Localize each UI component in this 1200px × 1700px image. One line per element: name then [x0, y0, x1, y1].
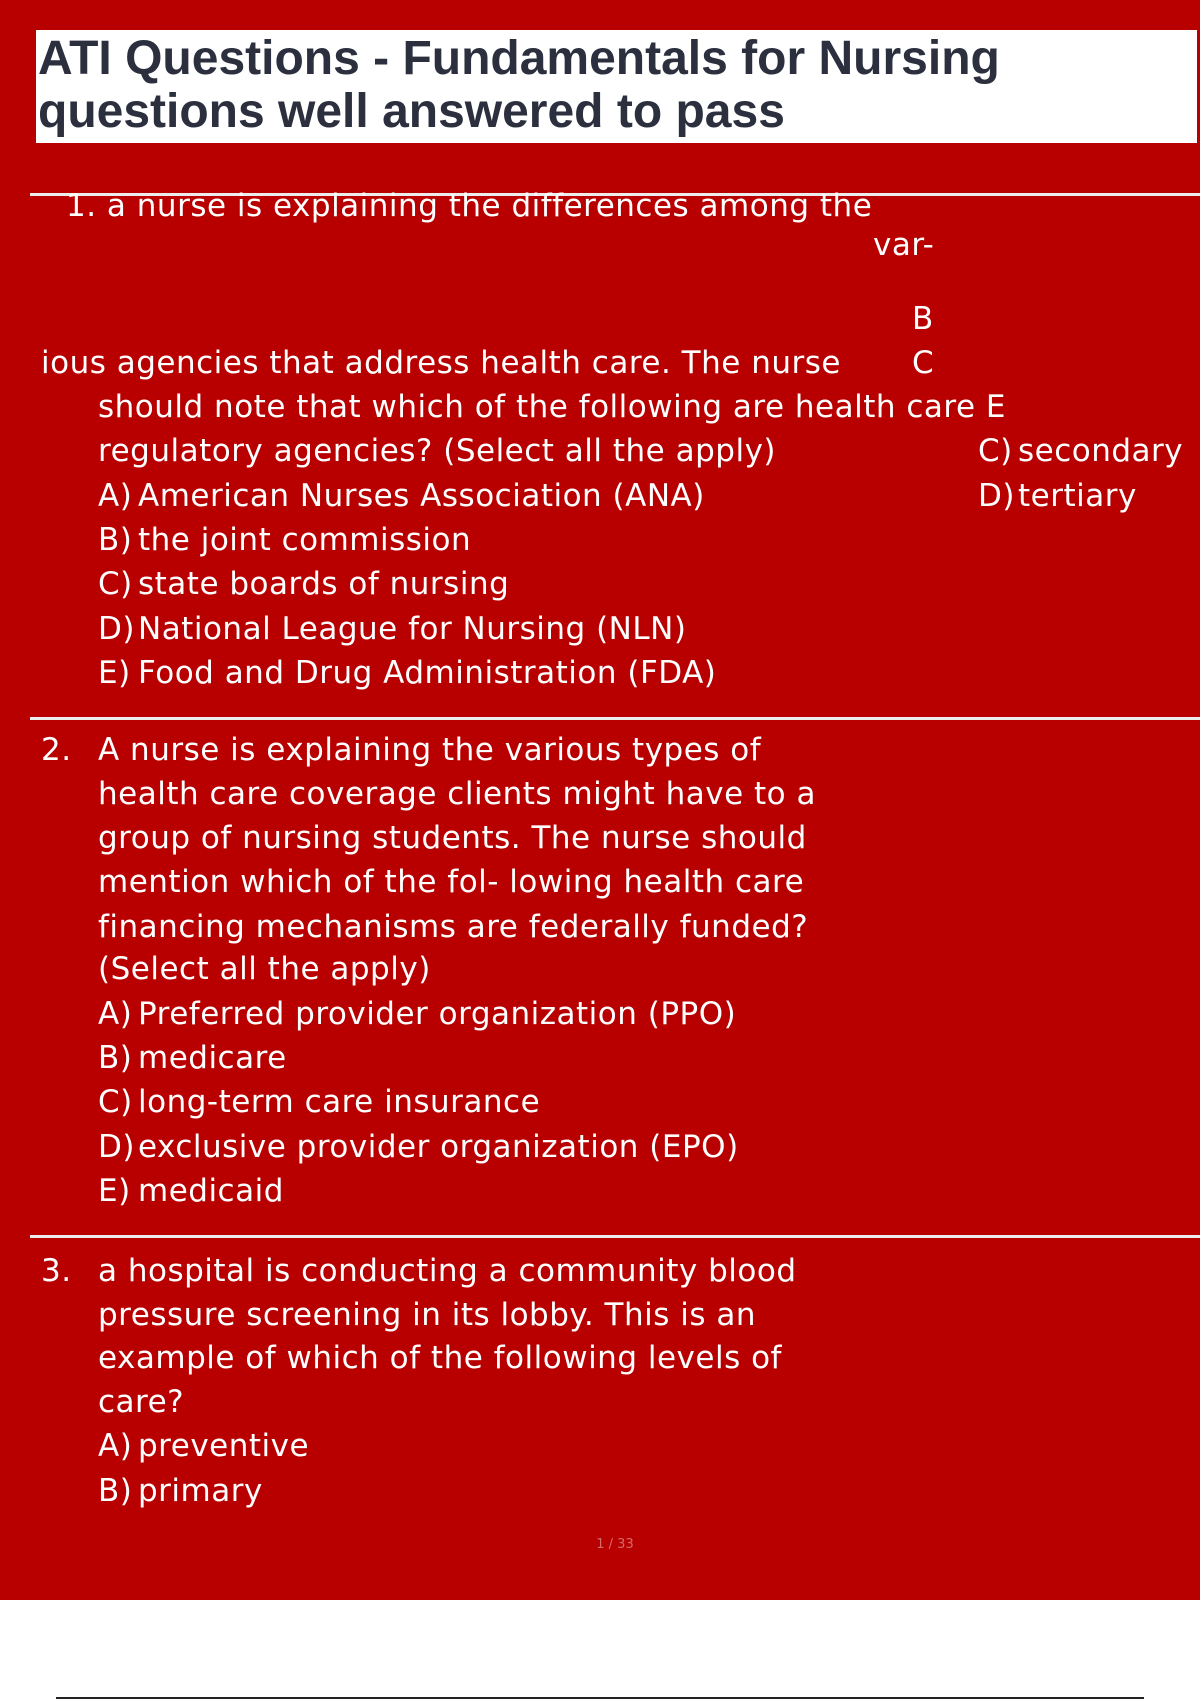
q3-option-b: B) primary	[98, 1473, 263, 1509]
q3-number: 3.	[41, 1253, 72, 1289]
q1-side-b: B	[912, 301, 934, 337]
q1-line-4: regulatory agencies? (Select all the apply)	[98, 433, 777, 469]
page-bottom-rule	[56, 1697, 1144, 1699]
q2-option-e: E) medicaid	[98, 1173, 284, 1209]
q2-line-5: financing mechanisms are federally funded?	[98, 909, 809, 945]
q3-line-1: a hospital is conducting a community blood	[98, 1253, 797, 1289]
q3-option-a: A) preventive	[98, 1428, 310, 1464]
q1-side-c: C	[912, 345, 935, 381]
q1-option-b: B) the joint commission	[98, 522, 472, 558]
q2-line-2: health care coverage clients might have to a	[98, 776, 816, 812]
q1-option-e: E) Food and Drug Administration (FDA)	[98, 655, 717, 691]
q1-line-2: ious agencies that address health care. The nurse	[41, 345, 841, 381]
q3-line-3: example of which of the following levels of	[98, 1340, 782, 1376]
q2-line-4: mention which of the fol- lowing health care	[98, 864, 805, 900]
q2-option-b: B) medicare	[98, 1040, 287, 1076]
q2-option-d: D)exclusive provider organization (EPO)	[98, 1129, 739, 1165]
title-line-1: ATI Questions - Fundamentals for Nursing	[38, 32, 1000, 85]
q1-right-option-d: D)tertiary	[978, 478, 1137, 514]
q3-line-2: pressure screening in its lobby. This is an	[98, 1297, 757, 1333]
q2-number: 2.	[41, 732, 72, 768]
q1-option-a: A) American Nurses Association (ANA)	[98, 478, 705, 514]
q3-line-4: care?	[98, 1384, 185, 1420]
q1-line-1: 1. a nurse is explaining the differences among the	[66, 188, 873, 224]
q1-line-3: should note that which of the following are health care E	[98, 389, 1006, 425]
document-title	[36, 30, 1197, 143]
q2-line-6: (Select all the apply)	[98, 951, 431, 987]
page-number: 1 / 33	[596, 1537, 634, 1552]
q2-option-a: A) Preferred provider organization (PPO)	[98, 996, 737, 1032]
title-line-2: questions well answered to pass	[38, 85, 785, 138]
question-divider	[30, 717, 1200, 720]
q1-var: var-	[873, 227, 935, 263]
q2-line-3: group of nursing students. The nurse should	[98, 820, 807, 856]
q2-line-1: A nurse is explaining the various types of	[98, 732, 762, 768]
q1-option-d: D)National League for Nursing (NLN)	[98, 611, 687, 647]
q1-option-c: C) state boards of nursing	[98, 566, 510, 602]
q1-right-option-c: C) secondary	[978, 433, 1184, 469]
question-divider	[30, 1235, 1200, 1238]
q2-option-c: C) long-term care insurance	[98, 1084, 541, 1120]
